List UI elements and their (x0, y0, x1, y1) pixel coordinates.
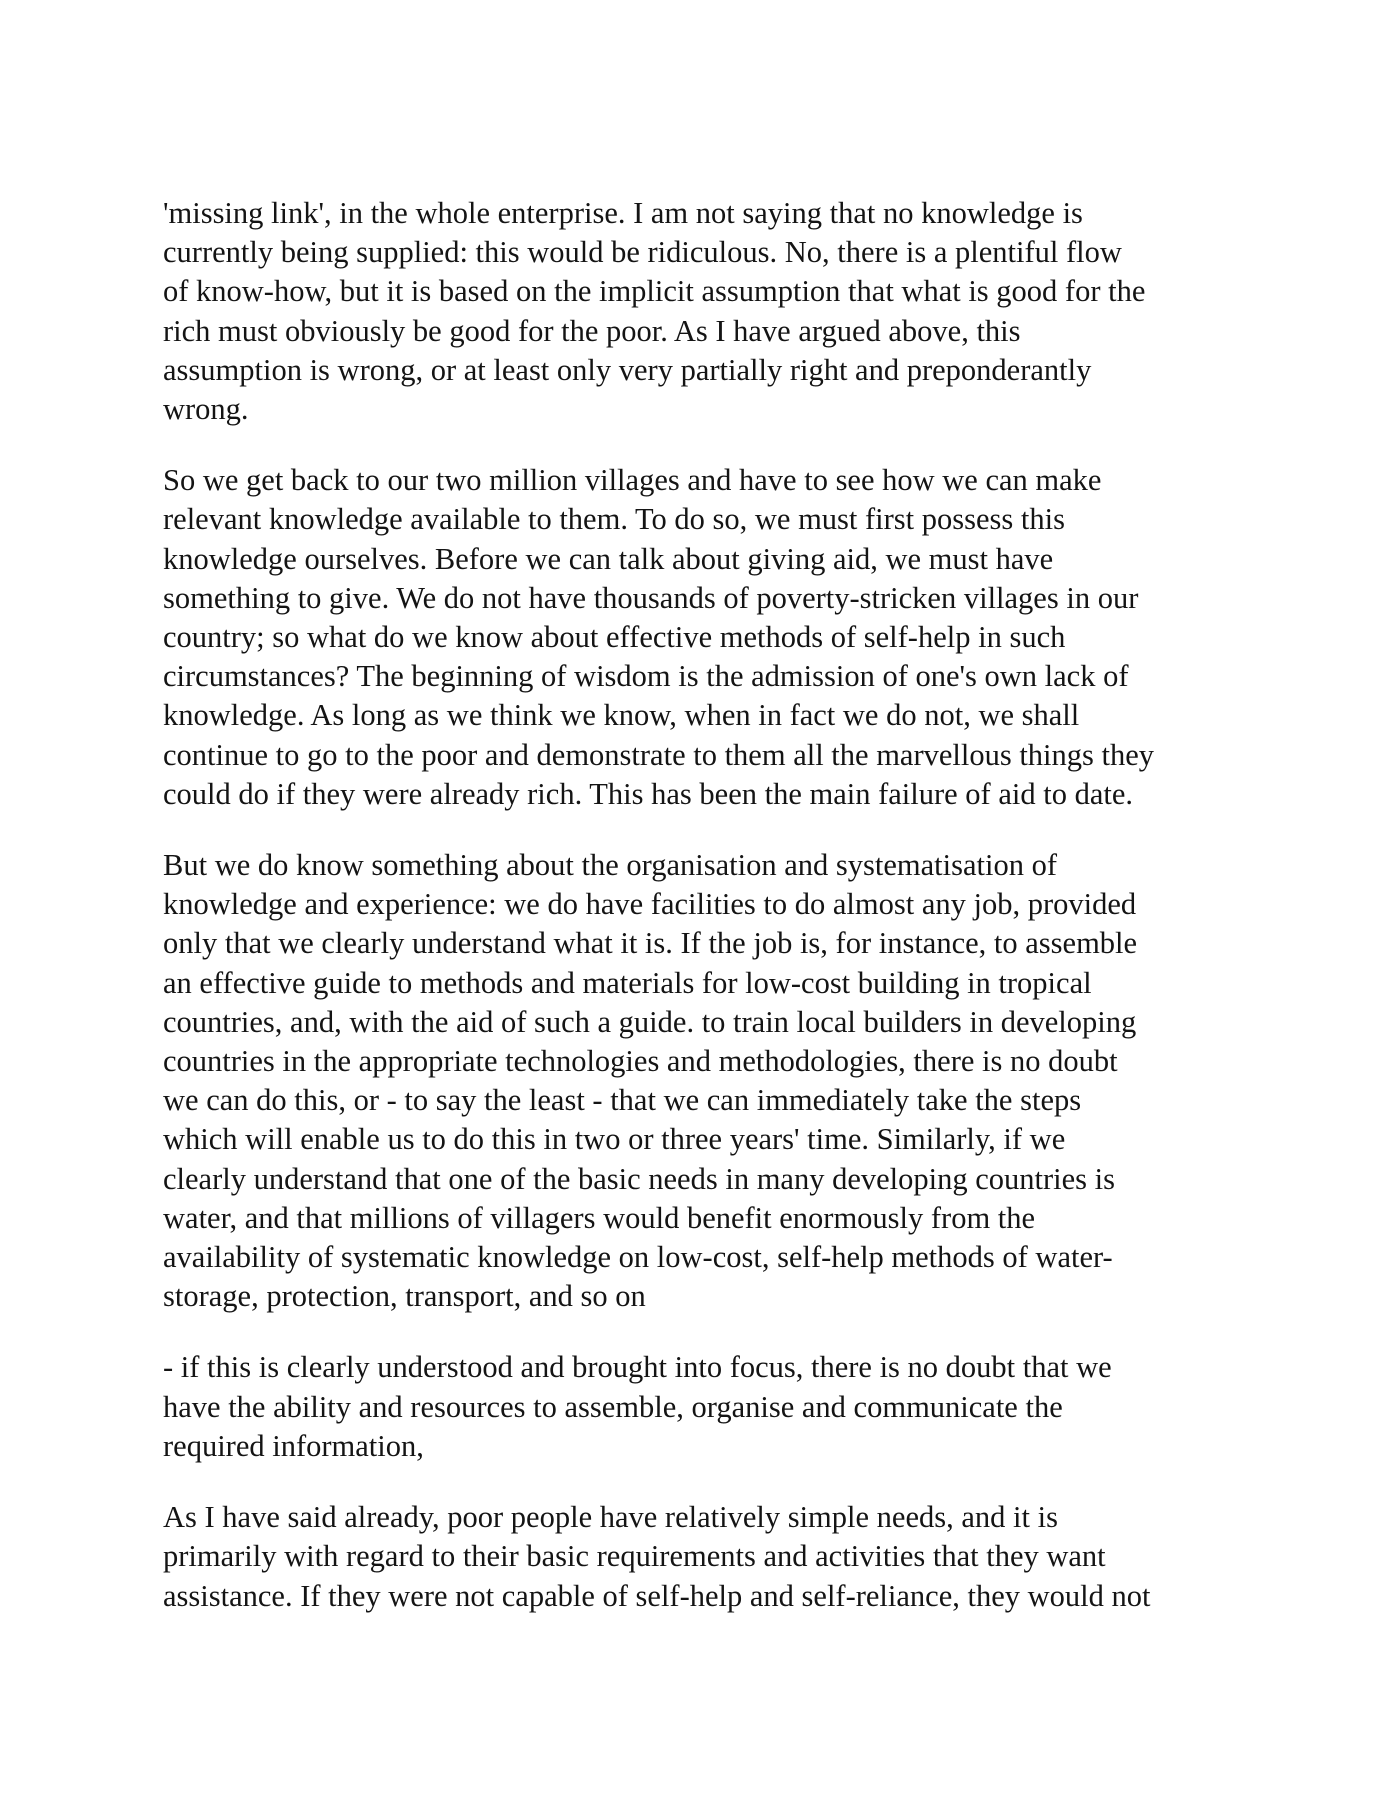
document-page (163, 194, 1258, 1648)
text-line: continue to go to the poor and demonstrate to them all the marvellous things they (163, 737, 1155, 772)
text-line: - if this is clearly understood and brought into focus, there is no doubt that we (163, 1350, 1112, 1385)
text-line: an effective guide to methods and materials for low-cost building in tropical (163, 965, 1092, 1000)
text-line: circumstances? The beginning of wisdom is the admission of one's own lack of (163, 659, 1129, 694)
text-line: relevant knowledge available to them. To do so, we must first possess this (163, 502, 1065, 537)
text-line: could do if they were already rich. This has been the main failure of aid to date. (163, 776, 1133, 811)
text-line: something to give. We do not have thousands of poverty-stricken villages in our (163, 580, 1139, 615)
text-line: wrong. (163, 392, 249, 427)
text-line: which will enable us to do this in two or three years' time. Similarly, if we (163, 1122, 1066, 1157)
text-line: storage, protection, transport, and so on (163, 1279, 646, 1314)
paragraph-clearly-understood (163, 1348, 1258, 1466)
text-line: As I have said already, poor people have relatively simple needs, and it is (163, 1500, 1058, 1535)
text-line: But we do know something about the organisation and systematisation of (163, 848, 1057, 883)
text-line: required information, (163, 1428, 424, 1463)
text-line: have the ability and resources to assemble, organise and communicate the (163, 1389, 1063, 1424)
text-line: clearly understand that one of the basic needs in many developing countries is (163, 1161, 1115, 1196)
text-line: rich must obviously be good for the poor. As I have argued above, this (163, 313, 1021, 348)
text-line: water, and that millions of villagers would benefit enormously from the (163, 1200, 1036, 1235)
text-line: assumption is wrong, or at least only very partially right and preponderantly (163, 352, 1092, 387)
text-line: countries, and, with the aid of such a guide. to train local builders in developing (163, 1004, 1137, 1039)
text-line: we can do this, or - to say the least - that we can immediately take the steps (163, 1083, 1082, 1118)
text-line: 'missing link', in the whole enterprise. I am not saying that no knowledge is (163, 196, 1083, 230)
paragraph-missing-link (163, 194, 1258, 429)
paragraph-simple-needs (163, 1498, 1258, 1616)
text-line: knowledge. As long as we think we know, when in fact we do not, we shall (163, 698, 1080, 733)
text-line: of know-how, but it is based on the implicit assumption that what is good for the (163, 274, 1146, 309)
text-line: primarily with regard to their basic requirements and activities that they want (163, 1539, 1106, 1574)
paragraph-organisation-of-knowledge (163, 846, 1258, 1316)
text-line: availability of systematic knowledge on low-cost, self-help methods of water- (163, 1240, 1113, 1275)
text-line: knowledge ourselves. Before we can talk about giving aid, we must have (163, 541, 1054, 576)
paragraph-two-million-villages (163, 461, 1258, 814)
text-line: countries in the appropriate technologies and methodologies, there is no doubt (163, 1044, 1118, 1079)
text-line: So we get back to our two million villages and have to see how we can make (163, 463, 1102, 498)
text-line: country; so what do we know about effective methods of self-help in such (163, 620, 1066, 655)
text-line: only that we clearly understand what it is. If the job is, for instance, to assemble (163, 926, 1138, 961)
text-line: knowledge and experience: we do have facilities to do almost any job, provided (163, 887, 1137, 922)
text-line: assistance. If they were not capable of self-help and self-reliance, they would not (163, 1578, 1151, 1613)
text-line: currently being supplied: this would be ridiculous. No, there is a plentiful flow (163, 235, 1122, 270)
